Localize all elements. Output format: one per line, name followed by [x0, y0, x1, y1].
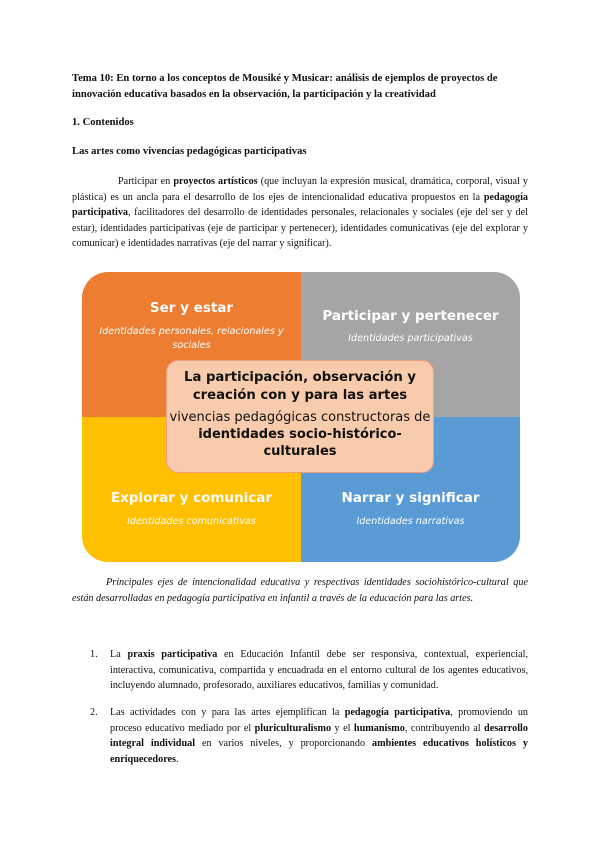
quadrant-subtitle: Identidades narrativas: [356, 516, 465, 527]
intro-text: , facilitadores del desarrollo de identidades personales, relacionales y sociales (eje del ser y del estar), identidades participativas (eje de participar y pertenecer), identidades comunicativas (eje del explorar y comunicar) e identidades narrativas (eje del narrar y significar).: [72, 207, 528, 250]
list-text-run: , contribuyendo al: [404, 722, 485, 734]
center-body-bold: identidades socio-histórico-culturales: [198, 427, 402, 459]
quadrant-title: Narrar y significar: [341, 490, 480, 506]
document-title: Tema 10: En torno a los conceptos de Mousiké y Musicar: análisis de ejemplos de proyectos de innovación educativa basados en la observación, la participación y la creatividad: [72, 73, 498, 100]
list-bold-run: pluriculturalismo: [254, 722, 332, 734]
list-text-run: .: [176, 753, 179, 765]
quadrant-title: Explorar y comunicar: [110, 490, 273, 506]
subheading: Las artes como vivencias pedagógicas participativas: [72, 146, 307, 157]
intro-bold-projects: proyectos artísticos: [173, 176, 258, 187]
list-bold-run: humanismo: [353, 722, 405, 734]
center-body: [167, 409, 433, 460]
list-bold-run: ambientes educativos holísticos y enriquecedores: [110, 738, 528, 765]
list-number: 1.: [90, 649, 98, 660]
diagram-center-box: [166, 360, 434, 473]
list-text-run: en varios niveles, y proporcionando: [195, 738, 372, 750]
list-bold-run: praxis participativa: [127, 649, 218, 660]
list-text-run: Las actividades con y para las artes ejemplifican la: [110, 707, 345, 718]
list-text: [110, 705, 528, 767]
list-bold-run: desarrollo integral individual: [110, 722, 528, 750]
intro-paragraph: [72, 174, 528, 252]
list-text-run: La: [110, 649, 128, 660]
center-title: La participación, observación y creación con y para las artes: [184, 370, 416, 403]
diagram-caption: Principales ejes de intencionalidad educativa y respectivas identidades sociohistórico-cultural que están desarrolladas en pedagogía participativa en infantil a través de la educación para las artes.: [72, 577, 528, 604]
list-text-run: y el: [331, 722, 354, 734]
intro-text: Participar en: [118, 176, 174, 187]
list-number: 2.: [90, 707, 98, 718]
list-text-run: , promoviendo un proceso educativo mediado por el: [110, 707, 529, 734]
list-bold-run: pedagogía participativa: [344, 707, 451, 718]
intro-bold-pedagogy: pedagogía participativa: [72, 191, 528, 219]
quadrant-subtitle: Identidades participativas: [348, 333, 473, 344]
quadrant-title: Ser y estar: [149, 300, 234, 316]
list-text-run: en Educación Infantil debe ser responsiva, contextual, experiencial, interactiva, comunicativa, compartida y encuadrada en el entorno cultural de los agentes educativos, incluyendo alumnado, profesorado, auxiliares educativos, familias y comunidad.: [110, 649, 528, 692]
quadrant-title: Participar y pertenecer: [322, 308, 499, 324]
list-text: [110, 647, 528, 694]
quadrant-subtitle: Identidades comunicativas: [127, 516, 256, 527]
quadrant-subtitle: Identidades personales, relacionales y sociales: [99, 326, 284, 351]
intro-text: (que incluyan la expresión musical, dramática, corporal, visual y plástica) es un ancla para el desarrollo de los ejes de intencionalidad educativa propuestos en la: [72, 176, 529, 203]
center-body-text: vivencias pedagógicas constructoras de: [169, 410, 431, 425]
section-heading: 1. Contenidos: [72, 117, 134, 128]
identities-diagram: [82, 272, 520, 562]
